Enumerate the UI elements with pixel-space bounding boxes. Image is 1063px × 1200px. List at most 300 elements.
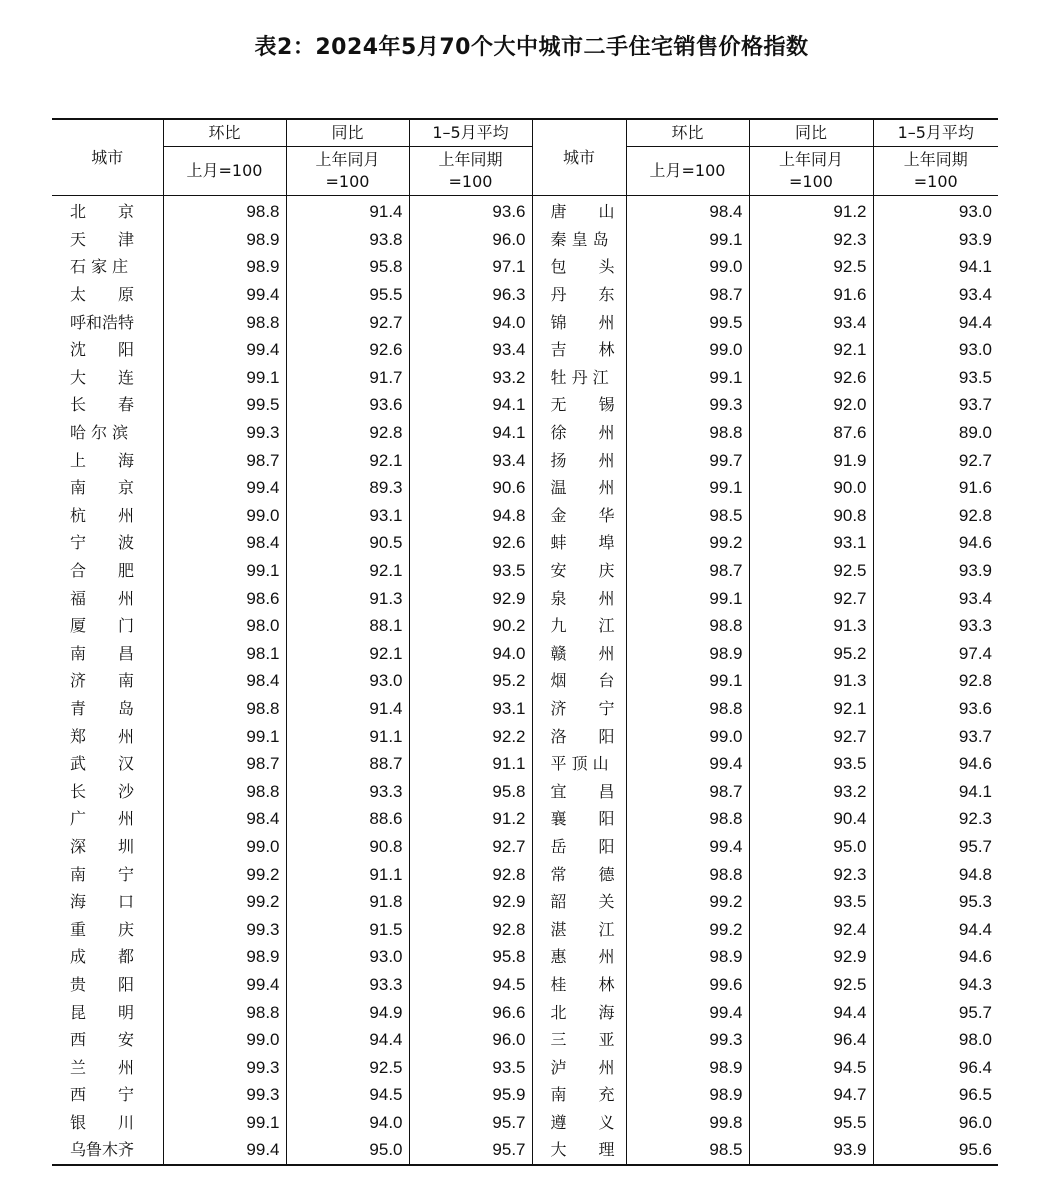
cell-avg-right: 93.5 [958,367,992,387]
cell-avg-right: 93.7 [958,726,992,746]
cell-city-right: 湛 江 [532,915,626,943]
cell-avg-right: 94.6 [958,947,992,967]
cell-city-right: 南 充 [532,1081,626,1109]
cell-yoy-right: 93.1 [749,529,873,557]
cell-mom-left: 99.4 [163,971,286,999]
cell-city-left: 石 家 庄 [52,253,163,281]
cell-avg-right: 98.0 [958,1030,992,1050]
cell-avg-right: 93.6 [958,698,992,718]
table-row [52,860,998,888]
price-index-table [52,118,998,1166]
table-row [52,281,998,309]
cell-yoy-right: 93.2 [749,777,873,805]
table-row [52,446,998,474]
cell-yoy-left: 93.1 [286,502,409,530]
cell-yoy-left: 94.4 [286,1026,409,1054]
cell-city-left: 成 都 [52,943,163,971]
cell-yoy-right: 92.1 [749,695,873,723]
cell-avg-right: 94.4 [958,919,992,939]
cell-avg-left: 94.0 [409,640,532,668]
cell-yoy-right: 92.3 [749,226,873,254]
table-row [52,502,998,530]
cell-mom-right: 99.4 [626,998,749,1026]
cell-mom-left: 99.3 [163,419,286,447]
table-row [52,1136,998,1165]
cell-city-right: 吉 林 [532,336,626,364]
table-row [52,1053,998,1081]
cell-avg-right: 95.3 [958,892,992,912]
cell-mom-left: 98.4 [163,667,286,695]
cell-mom-left: 99.1 [163,557,286,585]
cell-avg-left: 94.1 [409,391,532,419]
cell-avg-left: 93.5 [409,557,532,585]
cell-yoy-left: 91.3 [286,584,409,612]
table-row [52,474,998,502]
cell-yoy-right: 90.8 [749,502,873,530]
header-yoy-left: 同比 [286,119,409,147]
cell-avg-left: 96.0 [409,226,532,254]
cell-city-left: 深 圳 [52,833,163,861]
cell-mom-right: 98.9 [626,943,749,971]
cell-yoy-left: 94.5 [286,1081,409,1109]
header-yoy-sub-line1: 上年同月 [778,150,843,169]
header-avg-sub-right [873,147,998,196]
cell-mom-left: 99.2 [163,888,286,916]
cell-avg-right: 94.3 [958,974,992,994]
cell-avg-left: 90.2 [409,612,532,640]
cell-yoy-right: 91.6 [749,281,873,309]
cell-city-right: 金 华 [532,502,626,530]
cell-mom-left: 99.4 [163,474,286,502]
cell-city-right: 徐 州 [532,419,626,447]
cell-mom-left: 99.0 [163,833,286,861]
table-title: 表2：2024年5月70个大中城市二手住宅销售价格指数 [254,35,809,60]
header-yoy-sub-line1: 上年同月 [315,150,380,169]
cell-avg-left: 95.9 [409,1081,532,1109]
table-row [52,529,998,557]
cell-city-right: 蚌 埠 [532,529,626,557]
cell-yoy-left: 92.1 [286,640,409,668]
cell-mom-left: 99.1 [163,364,286,392]
cell-yoy-left: 89.3 [286,474,409,502]
cell-mom-right: 99.4 [626,833,749,861]
table-row [52,971,998,999]
cell-avg-left: 93.4 [409,336,532,364]
cell-mom-right: 98.7 [626,557,749,585]
cell-yoy-left: 93.6 [286,391,409,419]
cell-avg-right: 91.6 [958,478,992,498]
cell-city-left: 南 宁 [52,860,163,888]
cell-city-right: 桂 林 [532,971,626,999]
cell-city-right: 惠 州 [532,943,626,971]
cell-mom-right: 98.7 [626,281,749,309]
cell-mom-left: 99.3 [163,915,286,943]
table-body [52,196,998,1165]
cell-avg-right: 94.6 [958,754,992,774]
cell-mom-right: 98.8 [626,805,749,833]
cell-avg-left: 95.8 [409,777,532,805]
cell-mom-right: 99.4 [626,750,749,778]
cell-yoy-right: 91.3 [749,612,873,640]
cell-mom-left: 98.8 [163,777,286,805]
cell-city-left: 太 原 [52,281,163,309]
cell-yoy-left: 91.8 [286,888,409,916]
cell-city-right: 安 庆 [532,557,626,585]
cell-yoy-left: 95.8 [286,253,409,281]
cell-yoy-left: 94.9 [286,998,409,1026]
cell-city-left: 天 津 [52,226,163,254]
cell-mom-left: 98.8 [163,695,286,723]
cell-mom-right: 99.1 [626,474,749,502]
cell-mom-left: 99.4 [163,281,286,309]
cell-yoy-left: 88.6 [286,805,409,833]
cell-avg-right: 92.7 [958,450,992,470]
cell-mom-right: 98.5 [626,1136,749,1165]
cell-avg-left: 92.9 [409,584,532,612]
cell-mom-right: 99.0 [626,336,749,364]
cell-avg-left: 94.5 [409,971,532,999]
table-row [52,612,998,640]
cell-city-left: 厦 门 [52,612,163,640]
cell-city-left: 大 连 [52,364,163,392]
cell-yoy-left: 92.6 [286,336,409,364]
cell-avg-left: 92.8 [409,860,532,888]
table-row [52,915,998,943]
cell-city-right: 遵 义 [532,1109,626,1137]
cell-yoy-left: 91.1 [286,860,409,888]
header-yoy-sub-line2: =100 [325,172,370,191]
cell-yoy-right: 93.5 [749,888,873,916]
cell-yoy-right: 92.0 [749,391,873,419]
cell-avg-right: 93.9 [958,229,992,249]
cell-yoy-right: 95.0 [749,833,873,861]
cell-avg-right: 94.1 [958,781,992,801]
cell-city-left: 宁 波 [52,529,163,557]
table-row [52,888,998,916]
table-row [52,750,998,778]
cell-yoy-left: 93.0 [286,943,409,971]
cell-avg-left: 92.9 [409,888,532,916]
cell-mom-right: 98.4 [626,196,749,226]
cell-city-right: 九 江 [532,612,626,640]
table-row [52,584,998,612]
cell-city-left: 兰 州 [52,1053,163,1081]
table-row [52,336,998,364]
cell-avg-right: 93.9 [958,561,992,581]
cell-yoy-left: 92.1 [286,446,409,474]
table-row [52,1026,998,1054]
cell-city-left: 西 宁 [52,1081,163,1109]
cell-yoy-right: 93.4 [749,308,873,336]
cell-avg-left: 95.7 [409,1109,532,1137]
cell-city-left: 福 州 [52,584,163,612]
cell-city-right: 赣 州 [532,640,626,668]
cell-mom-right: 99.2 [626,529,749,557]
cell-city-right: 韶 关 [532,888,626,916]
cell-yoy-left: 92.8 [286,419,409,447]
table-row [52,364,998,392]
cell-mom-left: 99.0 [163,1026,286,1054]
cell-mom-right: 98.9 [626,640,749,668]
cell-city-left: 武 汉 [52,750,163,778]
cell-yoy-left: 91.1 [286,722,409,750]
cell-city-right: 扬 州 [532,446,626,474]
cell-city-right: 泉 州 [532,584,626,612]
cell-avg-left: 96.6 [409,998,532,1026]
cell-mom-left: 98.1 [163,640,286,668]
cell-avg-left: 94.8 [409,502,532,530]
cell-avg-left: 93.6 [409,196,532,226]
cell-yoy-right: 90.4 [749,805,873,833]
cell-yoy-left: 90.5 [286,529,409,557]
cell-city-left: 杭 州 [52,502,163,530]
cell-mom-right: 99.5 [626,308,749,336]
cell-city-right: 秦 皇 岛 [532,226,626,254]
header-yoy-sub-line2: =100 [789,172,833,191]
header-mom-right: 环比 [626,119,749,147]
cell-city-left: 合 肥 [52,557,163,585]
cell-mom-left: 99.3 [163,1081,286,1109]
cell-city-left: 北 京 [52,196,163,226]
cell-city-left: 郑 州 [52,722,163,750]
cell-city-left: 长 春 [52,391,163,419]
cell-city-right: 丹 东 [532,281,626,309]
cell-city-right: 唐 山 [532,196,626,226]
cell-avg-right: 94.1 [958,257,992,277]
cell-mom-left: 99.4 [163,1136,286,1165]
cell-city-right: 北 海 [532,998,626,1026]
header-avg-sub-line1: 上年同期 [438,150,503,169]
cell-avg-right: 94.4 [958,312,992,332]
cell-city-left: 广 州 [52,805,163,833]
table-row [52,1109,998,1137]
cell-yoy-left: 88.1 [286,612,409,640]
table-row [52,308,998,336]
cell-mom-right: 98.8 [626,612,749,640]
cell-city-right: 大 理 [532,1136,626,1165]
header-mom-sub-right: 上月=100 [626,147,749,196]
cell-mom-left: 98.9 [163,253,286,281]
cell-yoy-right: 92.5 [749,253,873,281]
cell-mom-left: 98.7 [163,750,286,778]
table-row [52,640,998,668]
cell-avg-left: 93.2 [409,364,532,392]
cell-avg-left: 93.1 [409,695,532,723]
cell-yoy-right: 92.7 [749,722,873,750]
table-row [52,777,998,805]
cell-yoy-left: 90.8 [286,833,409,861]
cell-mom-right: 99.0 [626,722,749,750]
cell-city-left: 青 岛 [52,695,163,723]
cell-city-left: 昆 明 [52,998,163,1026]
cell-avg-right: 96.0 [958,1112,992,1132]
cell-mom-left: 99.2 [163,860,286,888]
cell-mom-right: 99.7 [626,446,749,474]
cell-city-left: 南 昌 [52,640,163,668]
cell-city-right: 三 亚 [532,1026,626,1054]
cell-yoy-left: 94.0 [286,1109,409,1137]
cell-avg-right: 89.0 [958,423,992,443]
cell-city-left: 沈 阳 [52,336,163,364]
header-city-left: 城市 [52,119,163,196]
cell-mom-left: 98.6 [163,584,286,612]
cell-yoy-right: 91.2 [749,196,873,226]
cell-city-left: 南 京 [52,474,163,502]
cell-city-left: 银 川 [52,1109,163,1137]
cell-mom-left: 98.7 [163,446,286,474]
cell-yoy-right: 92.6 [749,364,873,392]
cell-avg-left: 93.5 [409,1053,532,1081]
cell-mom-right: 99.8 [626,1109,749,1137]
table-row [52,557,998,585]
table-row [52,943,998,971]
cell-avg-right: 94.8 [958,864,992,884]
cell-yoy-left: 93.3 [286,971,409,999]
cell-mom-left: 98.0 [163,612,286,640]
cell-avg-left: 92.2 [409,722,532,750]
cell-yoy-right: 92.9 [749,943,873,971]
cell-mom-right: 98.8 [626,419,749,447]
header-city-right: 城市 [532,119,626,196]
cell-city-right: 泸 州 [532,1053,626,1081]
cell-mom-right: 98.9 [626,1053,749,1081]
cell-yoy-left: 91.4 [286,695,409,723]
cell-yoy-right: 92.5 [749,557,873,585]
header-avg-left: 1–5月平均 [409,119,532,147]
cell-avg-left: 92.7 [409,833,532,861]
cell-avg-left: 93.4 [409,446,532,474]
cell-yoy-left: 93.3 [286,777,409,805]
cell-avg-left: 90.6 [409,474,532,502]
cell-city-right: 岳 阳 [532,833,626,861]
cell-mom-left: 98.4 [163,529,286,557]
cell-city-left: 上 海 [52,446,163,474]
header-mom-left: 环比 [163,119,286,147]
cell-city-right: 包 头 [532,253,626,281]
header-mom-sub-left: 上月=100 [163,147,286,196]
cell-yoy-left: 91.4 [286,196,409,226]
table-row [52,196,998,226]
table-row [52,667,998,695]
cell-mom-left: 98.4 [163,805,286,833]
cell-avg-right: 92.8 [958,671,992,691]
cell-mom-right: 99.1 [626,226,749,254]
cell-yoy-left: 91.7 [286,364,409,392]
cell-mom-right: 99.1 [626,584,749,612]
cell-city-right: 无 锡 [532,391,626,419]
cell-avg-right: 93.3 [958,616,992,636]
cell-mom-left: 99.3 [163,1053,286,1081]
cell-mom-left: 99.4 [163,336,286,364]
cell-avg-right: 93.7 [958,395,992,415]
cell-avg-left: 97.1 [409,253,532,281]
cell-yoy-right: 94.4 [749,998,873,1026]
cell-yoy-left: 92.7 [286,308,409,336]
cell-city-right: 温 州 [532,474,626,502]
cell-avg-left: 91.2 [409,805,532,833]
cell-city-right: 牡 丹 江 [532,364,626,392]
cell-avg-left: 94.0 [409,308,532,336]
cell-yoy-right: 94.5 [749,1053,873,1081]
header-yoy-right: 同比 [749,119,873,147]
cell-yoy-left: 93.0 [286,667,409,695]
cell-city-left: 海 口 [52,888,163,916]
cell-avg-right: 96.4 [958,1057,992,1077]
cell-yoy-left: 95.5 [286,281,409,309]
table-row [52,695,998,723]
table-row [52,805,998,833]
cell-avg-left: 91.1 [409,750,532,778]
cell-avg-right: 94.6 [958,533,992,553]
cell-avg-right: 92.3 [958,809,992,829]
table-row [52,253,998,281]
cell-city-right: 锦 州 [532,308,626,336]
cell-mom-left: 98.9 [163,226,286,254]
cell-city-left: 长 沙 [52,777,163,805]
cell-city-left: 哈 尔 滨 [52,419,163,447]
table-row [52,419,998,447]
cell-mom-left: 99.0 [163,502,286,530]
cell-yoy-right: 93.5 [749,750,873,778]
cell-mom-left: 99.1 [163,722,286,750]
cell-mom-right: 99.3 [626,391,749,419]
cell-avg-left: 95.7 [409,1136,532,1165]
cell-yoy-right: 91.3 [749,667,873,695]
cell-yoy-right: 92.5 [749,971,873,999]
cell-avg-right: 95.7 [958,836,992,856]
cell-mom-right: 98.7 [626,777,749,805]
table-header [52,119,998,196]
cell-yoy-left: 88.7 [286,750,409,778]
cell-yoy-right: 95.5 [749,1109,873,1137]
cell-avg-right: 95.7 [958,1002,992,1022]
cell-mom-right: 99.6 [626,971,749,999]
cell-yoy-right: 92.1 [749,336,873,364]
cell-yoy-left: 95.0 [286,1136,409,1165]
cell-city-left: 呼和浩特 [52,308,163,336]
cell-yoy-right: 92.7 [749,584,873,612]
cell-mom-left: 99.1 [163,1109,286,1137]
cell-avg-left: 92.6 [409,529,532,557]
cell-city-left: 乌鲁木齐 [52,1136,163,1165]
cell-avg-right: 93.0 [958,340,992,360]
cell-city-right: 济 宁 [532,695,626,723]
cell-yoy-right: 92.4 [749,915,873,943]
cell-city-left: 贵 阳 [52,971,163,999]
cell-avg-left: 92.8 [409,915,532,943]
cell-city-right: 洛 阳 [532,722,626,750]
cell-mom-right: 99.0 [626,253,749,281]
cell-city-left: 重 庆 [52,915,163,943]
table-row [52,833,998,861]
cell-mom-right: 99.1 [626,364,749,392]
cell-city-right: 宜 昌 [532,777,626,805]
table-row [52,1081,998,1109]
cell-mom-left: 98.8 [163,308,286,336]
cell-city-left: 济 南 [52,667,163,695]
cell-yoy-right: 87.6 [749,419,873,447]
header-yoy-sub-right [749,147,873,196]
cell-yoy-right: 91.9 [749,446,873,474]
cell-avg-right: 97.4 [958,643,992,663]
header-avg-sub-left [409,147,532,196]
cell-mom-right: 98.9 [626,1081,749,1109]
cell-yoy-left: 93.8 [286,226,409,254]
cell-yoy-right: 92.3 [749,860,873,888]
cell-mom-right: 98.8 [626,860,749,888]
header-avg-sub-line1: 上年同期 [903,150,968,169]
cell-yoy-right: 96.4 [749,1026,873,1054]
